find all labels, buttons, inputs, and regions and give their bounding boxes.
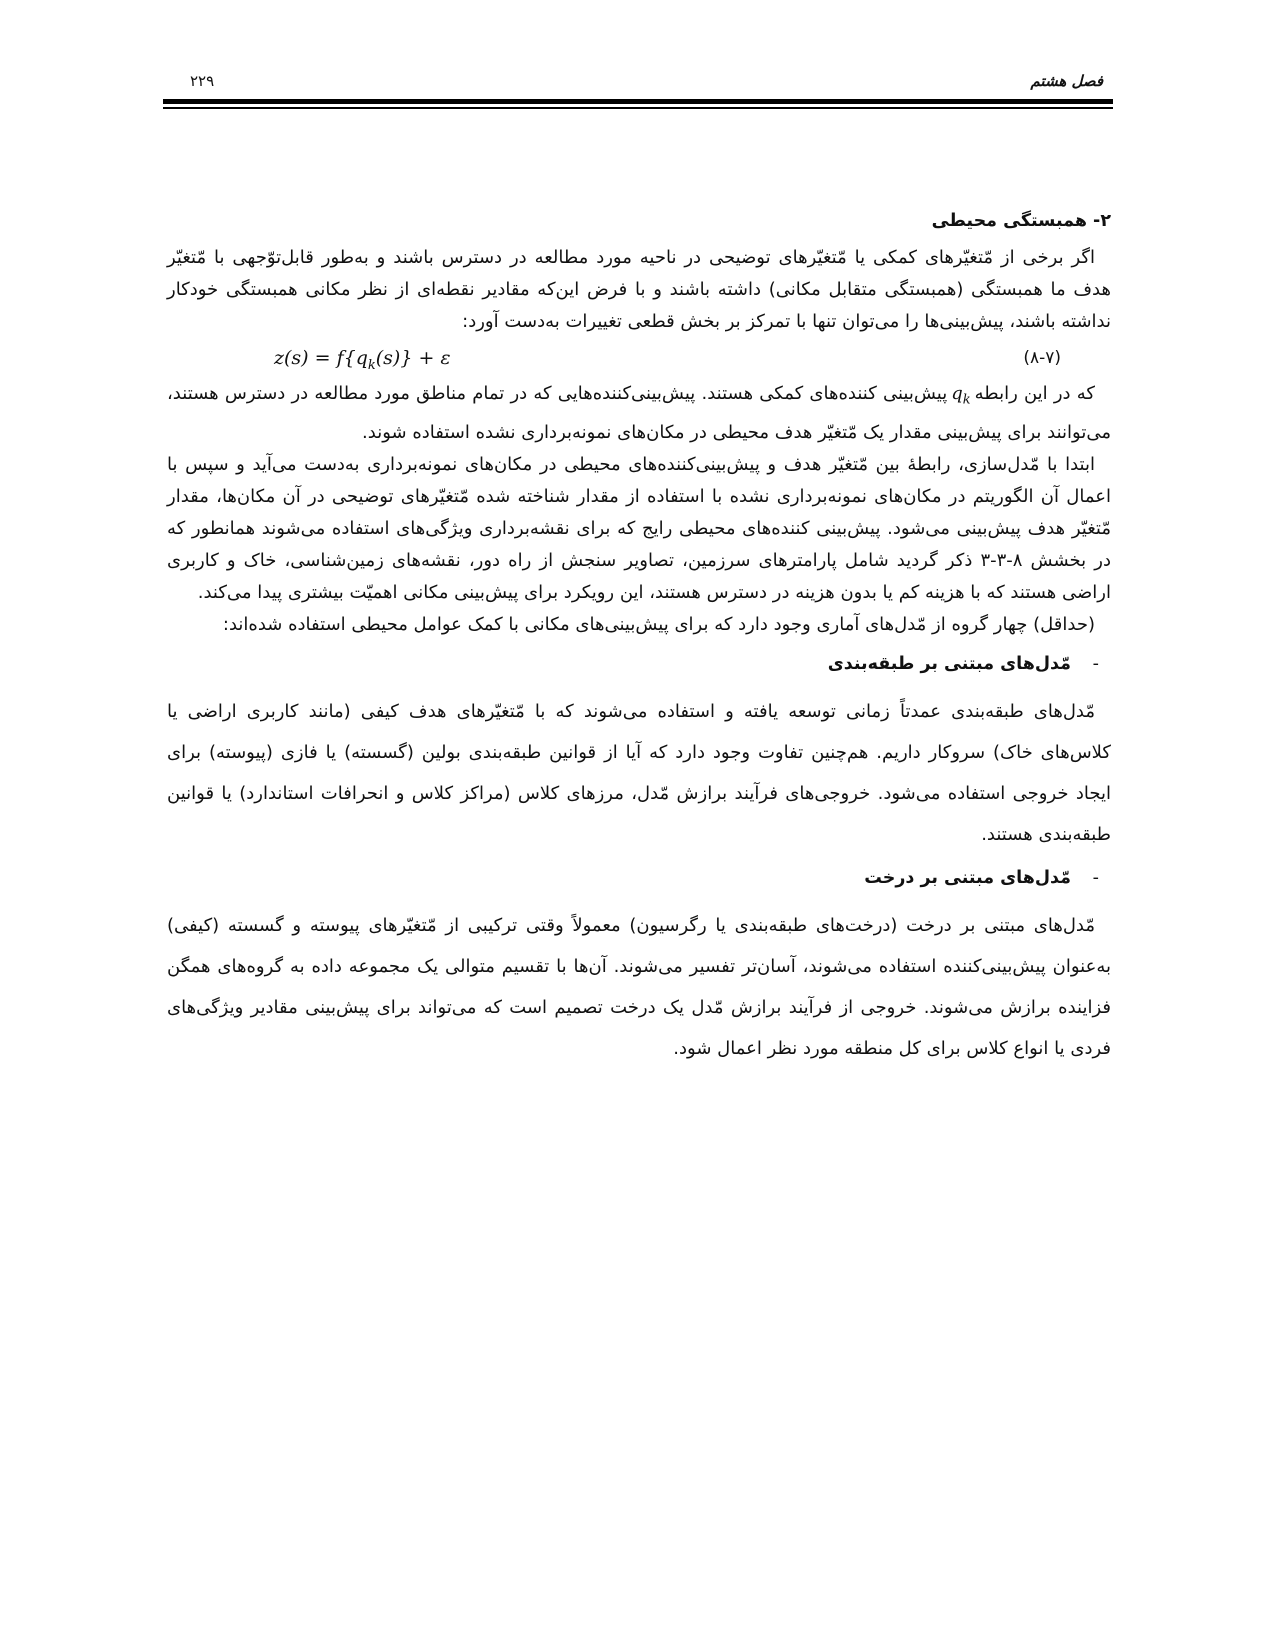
header-rule-thin <box>163 107 1113 109</box>
bullet-title: مّدل‌های مبتنی بر طبقه‌بندی <box>827 653 1071 674</box>
page-number: ۲۲۹ <box>190 72 215 90</box>
paragraph-model-groups: (حداقل) چهار گروه از مّدل‌های آماری وجود دارد که برای پیش‌بینی‌های مکانی با کمک عوامل محیطی استفاده شده‌اند: <box>222 613 1095 635</box>
inline-symbol-qk: $q_k$ <box>951 383 971 408</box>
equation-formula: $z(s) = f\{q_k(s)\} + \varepsilon$ <box>274 347 451 373</box>
paragraph-predictors-rest: پیش‌بینی کننده‌های کمکی هستند. پیش‌بینی‌کننده‌هایی که در تمام مناطق مورد مطالعه در دسترس هستند، می‌توانند برای پیش‌بینی مقدار یک مّتغیّر هدف محیطی در مکان‌های نمونه‌برداری نشده استفاده شوند. <box>167 383 1111 443</box>
header-rule-thick <box>163 99 1113 104</box>
paragraph-predictors <box>167 378 1111 449</box>
chapter-title: فصل هشتم <box>1030 72 1103 90</box>
equation-number: (۸-۷) <box>1023 348 1061 368</box>
paragraph-intro: اگر برخی از مّتغیّرهای کمکی یا مّتغیّرهای توضیحی در ناحیه مورد مطالعه در دسترس باشند و به‌طور قابل‌توّجهی با مّتغیّر هدف ما همبستگی (همبستگی متقابل مکانی) داشته باشند و با فرض این‌که مقادیر نقطه‌ای از نظر مکانی همبستگی خودکار نداشته باشند، پیش‌بینی‌ها را می‌توان تنها با تمرکز بر بخش قطعی تغییرات به‌دست آورد: <box>167 247 1111 332</box>
bullet-heading-classification <box>167 651 1111 677</box>
bullet-title: مّدل‌های مبتنی بر درخت <box>864 867 1071 888</box>
paragraph-tree: مّدل‌های مبتنی بر درخت (درخت‌های طبقه‌بندی یا رگرسیون) معمولاً وقتی ترکیبی از مّتغیّرهای پیوسته و گسسته (کیفی) به‌عنوان پیش‌بینی‌کننده استفاده می‌شوند، آسان‌تر تفسیر می‌شوند. آن‌ها با تقسیم متوالی یک مجموعه داده به گروه‌های همگن فزاینده برازش می‌شوند. خروجی از فرآیند برازش مّدل یک درخت تصمیم است که می‌تواند برای پیش‌بینی مقادیر ویژگی‌های فردی یا انواع کلاس برای کل منطقه مورد نظر اعمال شود. <box>167 914 1111 1059</box>
bullet-dash: - <box>1092 867 1099 888</box>
page-content <box>167 208 1111 1069</box>
paragraph-predictors-lead: که در این رابطه <box>974 383 1095 404</box>
paragraph-classification: مّدل‌های طبقه‌بندی عمدتاً زمانی توسعه یافته و استفاده می‌شوند که با مّتغیّرهای هدف کیفی (مانند کاربری اراضی یا کلاس‌های خاک) سروکار داریم. هم‌چنین تفاوت وجود دارد که آیا از قوانین طبقه‌بندی بولین (گسسته) یا فازی (پیوسته) برای ایجاد خروجی استفاده می‌شود. خروجی‌های فرآیند برازش مّدل، مرزهای کلاس (مراکز کلاس و انحرافات استاندارد) یا قوانین طبقه‌بندی هستند. <box>167 700 1111 845</box>
paragraph-method: ابتدا با مّدل‌سازی، رابطۀ بین مّتغیّر هدف و پیش‌بینی‌کننده‌های محیطی در مکان‌های نمونه‌برداری به‌دست می‌آید و سپس با اعمال آن الگوریتم در مکان‌های نمونه‌برداری نشده با استفاده از مقدار شناخته شده مّتغیّرهای توضیحی در آن مکان‌ها، مقدار مّتغیّر هدف پیش‌بینی می‌شود. پیش‌بینی کننده‌های محیطی رایج که برای نقشه‌برداری ویژگی‌های استفاده می‌شوند همانطور که در بخشش ۸-۳-۳ ذکر گردید شامل پارامترهای سرزمین، تصاویر سنجش از راه دور، نقشه‌های زمین‌شناسی، خاک و کاربری اراضی هستند که با هزینه کم یا بدون هزینه در دسترس هستند، این رویکرد برای پیش‌بینی مکانی اهمیّت بیشتری پیدا می‌کند. <box>167 453 1111 603</box>
bullet-heading-tree <box>167 865 1111 891</box>
section-heading: ۲- همبستگی محیطی <box>931 211 1111 231</box>
bullet-dash: - <box>1092 653 1099 674</box>
equation-block <box>167 340 1111 376</box>
